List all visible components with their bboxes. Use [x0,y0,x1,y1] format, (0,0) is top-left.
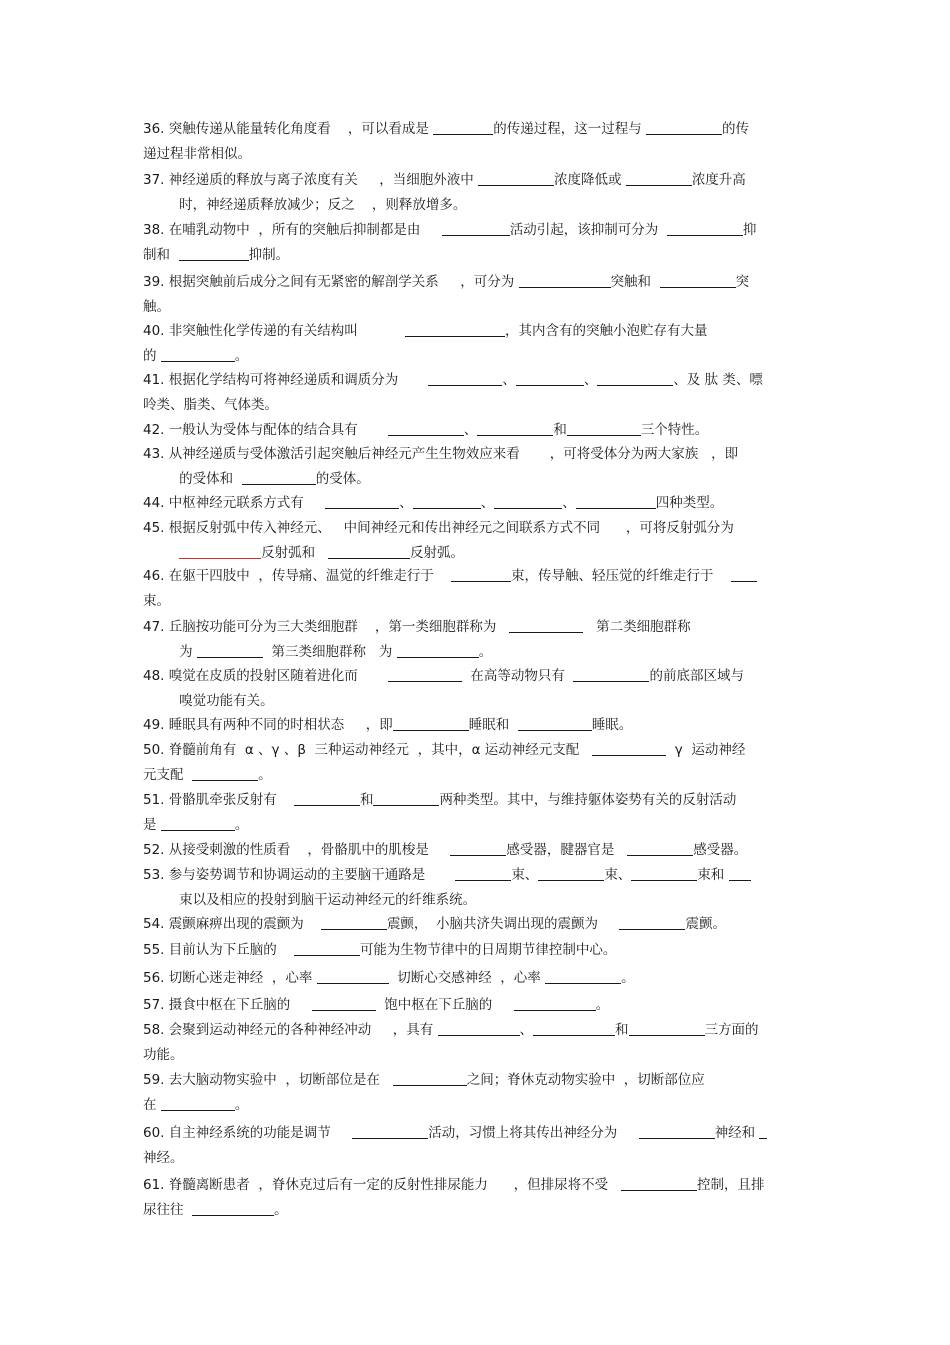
question-text: 58. 会聚到运动神经元的各种神经冲动 ，具有 [143,1022,438,1038]
question-text: 尿往往 [143,1202,193,1218]
question-text: 两种类型。其中，与维持躯体姿势有关的反射活动 [439,792,737,808]
question-44-line-1 [143,494,810,512]
answer-blank [321,915,387,930]
answer-blank [294,791,360,806]
question-text: 饱中枢在下丘脑的 [375,997,514,1013]
question-50-line-2 [143,766,810,784]
answer-blank [667,221,743,236]
question-text: 浓度升高 [691,172,746,188]
question-text: 抑 [742,222,757,238]
question-text: 45. 根据反射弧中传入神经元、 中间神经元和传出神经元之间联系方式不同 ，可将反射弧分为 [143,520,734,536]
question-text: 39. 根据突触前后成分之间有无紧密的解剖学关系 ，可分为 [143,274,519,290]
answer-blank [646,120,722,135]
answer-blank [729,866,751,881]
answer-blank [352,1124,428,1139]
question-text: 37. 神经递质的释放与离子浓度有关 ，当细胞外液中 [143,172,479,188]
question-text: 43. 从神经递质与受体激活引起突触后神经元产生生物效应来看 ，可将受体分为两大家族 ，即 [143,446,739,462]
answer-blank [631,866,697,881]
question-text: 递过程非常相似。 [143,146,251,162]
answer-blank [373,791,439,806]
question-39-line-1 [143,273,810,291]
answer-blank [451,567,511,582]
question-text: 反射弧和 [261,545,329,561]
question-text: 三个特性。 [640,422,709,438]
question-46-line-2 [143,592,810,610]
question-text: 震颤， 小脑共济失调出现的震颤为 [386,916,620,932]
question-38-line-2 [143,246,810,264]
answer-blank [573,667,649,682]
answer-blank [626,171,692,186]
question-text: 第三类细胞群称 为 [262,644,397,660]
question-text: 和 [359,792,374,808]
question-text: 52. 从接受刺激的性质看 ，骨骼肌中的肌梭是 [143,842,451,858]
question-text: 可能为生物节律中的日周期节律控制中心。 [359,942,617,958]
question-text: 的传递过程，这一过程与 [493,121,647,137]
question-36-line-2 [143,145,810,163]
question-55-line-1 [143,941,810,959]
question-59-line-2 [143,1096,810,1114]
question-text: 40. 非突触性化学传递的有关结构叫 [143,323,405,339]
answer-blank [731,567,757,582]
question-text: 制和 [143,247,179,263]
question-text: 睡眠和 [468,717,518,733]
question-37-line-1 [143,171,810,189]
question-46-line-1 [143,567,810,585]
answer-blank [179,544,261,559]
answer-blank [312,996,376,1011]
answer-blank [393,1071,467,1086]
question-text: 61. 脊髓离断患者 ，脊休克过后有一定的反射性排尿能力 ，但排尿将不受 [143,1177,621,1193]
question-text: 束和 [697,867,729,883]
question-text: 在 [143,1097,161,1113]
question-text: 浓度降低或 [554,172,626,188]
answer-blank [438,1021,520,1036]
question-text: 、 [463,422,478,438]
answer-blank [192,766,258,781]
question-40-line-2 [143,347,810,365]
answer-blank [533,1021,615,1036]
question-text: 、 [583,372,598,388]
question-56-line-1 [143,969,810,987]
question-text: 三方面的 [704,1022,759,1038]
question-60-line-1 [143,1124,810,1142]
question-text: 活动，习惯上将其传出神经分为 [428,1125,639,1141]
question-text: 活动引起，该抑制可分为 [509,222,667,238]
question-text: 感受器。 [693,842,748,858]
question-text: 抑制。 [248,247,290,263]
question-text: 的 [143,348,161,364]
question-41-line-1 [143,371,810,389]
question-text: 的受体。 [315,471,370,487]
question-text [162,545,179,561]
question-text: 束、 [511,867,539,883]
answer-blank [660,273,736,288]
question-text: 四种类型。 [655,495,724,511]
answer-blank [428,371,502,386]
question-text: 51. 骨骼肌牵张反射有 [143,792,294,808]
question-text: 48. 嗅觉在皮质的投射区随着进化而 [143,668,388,684]
answer-blank [393,716,469,731]
question-52-line-1 [143,841,810,859]
question-text: 。 [595,997,610,1013]
answer-blank [442,221,510,236]
question-text: 。 [234,1097,249,1113]
question-text: 切断心交感神经 ，心率 [388,970,546,986]
question-text: 、 [519,1022,534,1038]
question-text: 41. 根据化学结构可将神经递质和调质分为 [143,372,429,388]
question-text: 49. 睡眠具有两种不同的时相状态 ，即 [143,717,393,733]
question-54-line-1 [143,915,810,933]
question-text: 、 [399,495,413,511]
answer-blank [192,1201,274,1216]
answer-blank [242,470,316,485]
question-text: 47. 丘脑按功能可分为三大类细胞群 ，第一类细胞群称为 [143,619,510,635]
question-text: 突触和 [610,274,660,290]
answer-blank [576,494,656,509]
question-43-line-2 [162,470,810,488]
question-text: 46. 在躯干四肢中 ，传导痛、温觉的纤维走行于 [143,568,452,584]
answer-blank [397,643,479,658]
question-text: 神经和 [714,1125,760,1141]
question-57-line-1 [143,996,810,1014]
question-text: 60. 自主神经系统的功能是调节 [143,1125,353,1141]
answer-blank [478,171,554,186]
question-61-line-1 [143,1176,810,1194]
question-text: 呤类、脂类、气体类。 [143,397,278,413]
question-47-line-1 [143,618,810,636]
question-text: 第二类细胞群称 [583,619,691,635]
answer-blank [538,866,604,881]
answer-blank [621,1176,697,1191]
question-49-line-1 [143,716,810,734]
answer-blank [545,969,621,984]
answer-blank [597,371,673,386]
question-53-line-2 [162,891,810,909]
answer-blank [518,716,592,731]
question-text: ，其内含有的突触小泡贮存有大量 [504,323,708,339]
question-61-line-2 [143,1201,810,1219]
question-text: 54. 震颤麻痹出现的震颤为 [143,916,321,932]
answer-blank [514,996,596,1011]
question-text: 时，神经递质释放减少；反之 ，则释放增多。 [162,197,467,213]
question-text: 元支配 [143,767,193,783]
answer-blank [629,1021,705,1036]
answer-blank [592,741,666,756]
question-text: 束、 [604,867,632,883]
answer-blank [328,544,410,559]
question-text: 是 [143,817,161,833]
question-36-line-1 [143,120,810,138]
question-45-line-1 [143,519,810,537]
question-text: 42. 一般认为受体与配体的结合具有 [143,422,388,438]
answer-blank [509,618,583,633]
question-text: 震颤。 [685,916,726,932]
answer-blank [519,273,611,288]
question-text: 57. 摄食中枢在下丘脑的 [143,997,312,1013]
answer-blank [477,421,553,436]
question-text: 38. 在哺乳动物中 ，所有的突触后抑制都是由 [143,222,442,238]
question-text: 睡眠。 [591,717,633,733]
answer-blank [388,421,464,436]
question-text: 50. 脊髓前角有 α 、γ 、β 三种运动神经元 ，其中，α 运动神经元支配 [143,742,593,758]
answer-blank [450,841,506,856]
question-text: 神经。 [143,1150,184,1166]
question-text: 36. 突触传递从能量转化角度看 ，可以看成是 [143,121,434,137]
question-text: 在高等动物只有 [461,668,574,684]
answer-blank [619,915,685,930]
question-text: 之间；脊休克动物实验中 ，切断部位应 [466,1072,705,1088]
question-text: 和 [615,1022,629,1038]
question-51-line-1 [143,791,810,809]
question-58-line-1 [143,1021,810,1039]
question-text: 56. 切断心迷走神经 ，心率 [143,970,317,986]
answer-blank [179,246,249,261]
question-text: 。 [234,348,249,364]
question-50-line-1 [143,741,810,759]
answer-blank [494,494,562,509]
question-text: 的前底部区域与 [649,668,744,684]
question-48-line-2 [162,692,810,710]
question-text: 束以及相应的投射到脑干运动神经元的纤维系统。 [162,892,477,908]
question-59-line-1 [143,1071,810,1089]
question-text: 、 [562,495,576,511]
answer-blank [759,1124,767,1139]
question-38-line-1 [143,221,810,239]
question-text: 44. 中枢神经元联系方式有 [143,495,326,511]
question-48-line-1 [143,667,810,685]
question-text: 。 [258,767,272,783]
question-53-line-1 [143,866,810,884]
question-47-line-2 [162,643,810,661]
question-39-line-2 [143,298,810,316]
answer-blank [161,816,235,831]
question-text: 。 [274,1202,288,1218]
question-text: 束，传导触、轻压觉的纤维走行于 [511,568,731,584]
answer-blank [388,667,462,682]
question-40-line-1 [143,322,810,340]
question-text: 。 [478,644,493,660]
question-text: 55. 目前认为下丘脑的 [143,942,294,958]
question-37-line-2 [162,196,810,214]
question-text: 感受器，腱器官是 [506,842,628,858]
question-text: 为 [162,644,197,660]
question-text: 触。 [143,299,170,315]
question-60-line-2 [143,1149,810,1167]
question-text: 嗅觉功能有关。 [162,693,274,709]
answer-blank [516,371,584,386]
question-text: 功能。 [143,1047,184,1063]
question-text: 59. 去大脑动物实验中 ，切断部位是在 [143,1072,393,1088]
answer-blank [639,1124,715,1139]
answer-blank [413,494,481,509]
question-text: 的受体和 [162,471,242,487]
answer-blank [325,494,399,509]
question-text: 、 [502,372,516,388]
answer-blank [197,643,263,658]
answer-blank [567,421,641,436]
answer-blank [627,841,693,856]
question-text: 突 [735,274,750,290]
answer-blank [161,347,235,362]
question-text: 反射弧。 [410,545,465,561]
question-text: 。 [234,817,249,833]
question-text: 、及 肽 类、嘌 [673,372,763,388]
answer-blank [161,1096,235,1111]
answer-blank [405,322,505,337]
question-58-line-2 [143,1046,810,1064]
question-45-line-2 [162,544,810,562]
question-text: 的传 [722,121,750,137]
question-text: 和 [553,422,567,438]
answer-blank [317,969,389,984]
question-51-line-2 [143,816,810,834]
answer-blank [455,866,511,881]
question-41-line-2 [143,396,810,414]
answer-blank [294,941,360,956]
question-text: 控制，且排 [696,1177,765,1193]
question-text: γ 运动神经 [666,742,746,758]
answer-blank [433,120,493,135]
question-text: 。 [621,970,635,986]
question-42-line-1 [143,421,810,439]
question-text: 束。 [143,593,170,609]
question-text: 、 [480,495,495,511]
question-43-line-1 [143,445,810,463]
question-text: 53. 参与姿势调节和协调运动的主要脑干通路是 [143,867,456,883]
